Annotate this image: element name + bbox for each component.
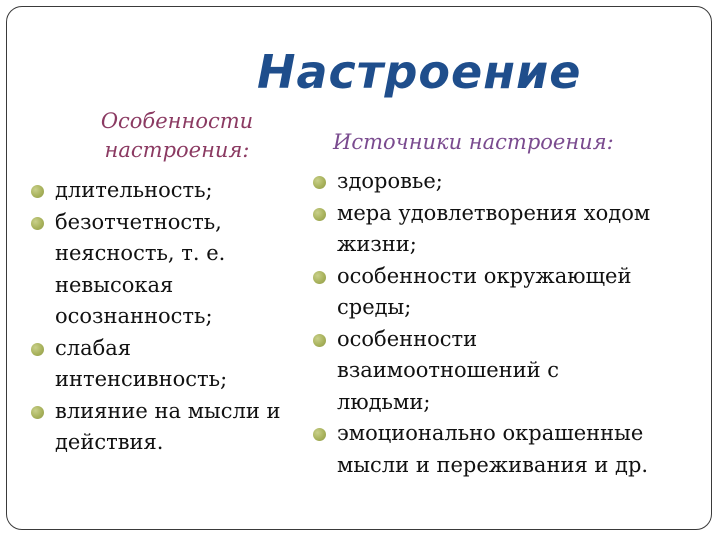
list-item-text: влияние на мысли и действия. [55,398,281,454]
list-item-text: особенности взаимоотношений с людьми; [337,326,560,414]
bullet-icon [313,176,326,189]
slide-frame [6,6,712,530]
list-item [31,207,285,333]
right-column-heading: Источники настроения: [333,130,614,154]
list-item [313,261,677,324]
list-item [31,175,331,207]
bullet-icon [313,334,326,347]
list-item-text: слабая интенсивность; [55,335,228,391]
left-column-list [31,175,331,459]
list-item-text: особенности окружающей среды; [337,263,632,319]
right-column-list [313,166,713,481]
list-item [313,324,607,419]
list-item [313,198,707,261]
bullet-icon [313,271,326,284]
bullet-icon [313,208,326,221]
list-item-text: эмоционально окрашенные мысли и переживания и др. [337,421,649,477]
slide-title: Настроение [257,45,582,99]
list-item [313,418,712,481]
list-item-text: длительность; [55,178,213,202]
list-item [313,166,713,198]
list-item [31,333,285,396]
bullet-icon [313,428,326,441]
list-item-text: здоровье; [337,169,443,193]
list-item-text: безотчетность, неясность, т. е. невысокая осознанность; [55,209,226,328]
bullet-icon [31,406,44,419]
list-item-text: мера удовлетворения ходом жизни; [337,200,651,256]
list-item [31,396,345,459]
left-column-heading: Особенности настроения: [100,109,254,162]
bullet-icon [31,217,44,230]
bullet-icon [31,343,44,356]
bullet-icon [31,185,44,198]
